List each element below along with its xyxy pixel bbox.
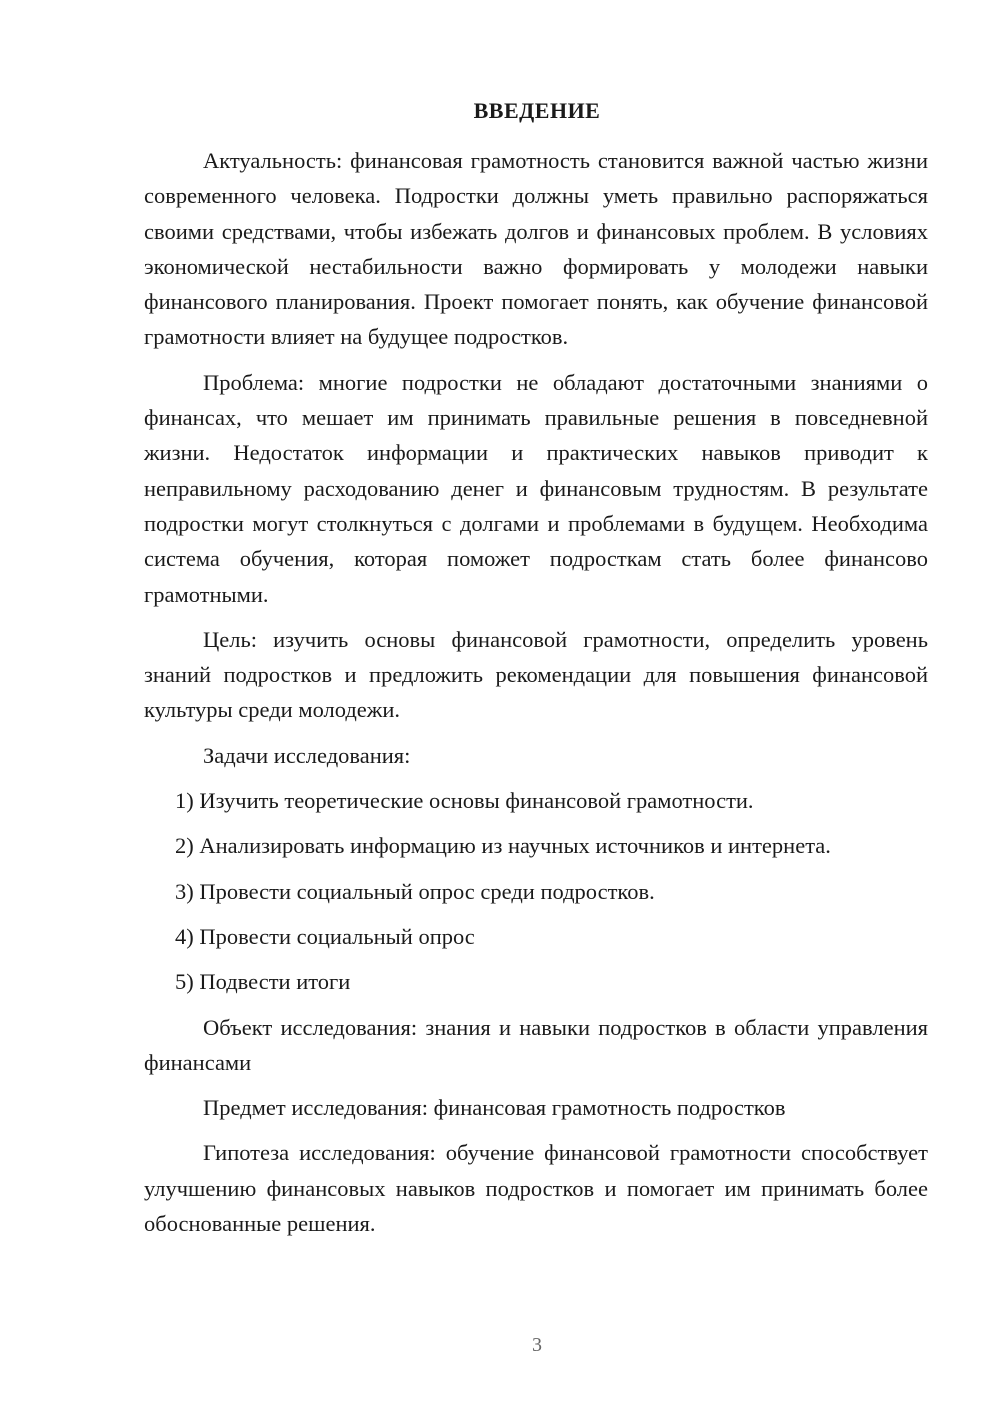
task-item: 2) Анализировать информацию из научных источников и интернета. [175, 833, 831, 859]
page-number: 3 [532, 1334, 542, 1356]
subject-paragraph: Предмет исследования: финансовая грамотность подростков [203, 1095, 786, 1121]
problem-paragraph: Проблема: многие подростки не обладают достаточными знаниями о финансах, что мешает им принимать правильные решения в повседневной жизни. Недостаток информации и практических навыков приводит к неправильному расходованию денег и финансовым трудностям. В результате подростки могут столкнуться с долгами и проблемами в будущем. Необходима система обучения, которая поможет подросткам стать более финансово грамотными. [144, 369, 928, 607]
section-heading: ВВЕДЕНИЕ [473, 98, 601, 123]
hypothesis-paragraph: Гипотеза исследования: обучение финансовой грамотности способствует улучшению финансовых навыков подростков и помогает им принимать более обоснованные решения. [144, 1140, 928, 1237]
task-item: 5) Подвести итоги [175, 969, 351, 995]
body-text [144, 143, 928, 1251]
goal-paragraph: Цель: изучить основы финансовой грамотности, определить уровень знаний подростков и предложить рекомендации для повышения финансовой культуры среди молодежи. [144, 626, 928, 723]
task-item: 3) Провести социальный опрос среди подростков. [175, 878, 655, 904]
task-item: 1) Изучить теоретические основы финансовой грамотности. [175, 788, 754, 814]
object-paragraph: Объект исследования: знания и навыки подростков в области управления финансами [144, 1014, 928, 1075]
task-item: 4) Провести социальный опрос [175, 923, 475, 949]
relevance-paragraph: Актуальность: финансовая грамотность становится важной частью жизни современного человека. Подростки должны уметь правильно распоряжаться своими средствами, чтобы избежать долгов и финансовых проблем. В условиях экономической нестабильности важно формировать у молодежи навыки финансового планирования. Проект помогает понять, как обучение финансовой грамотности влияет на будущее подростков. [144, 148, 928, 350]
tasks-heading: Задачи исследования: [203, 742, 411, 768]
